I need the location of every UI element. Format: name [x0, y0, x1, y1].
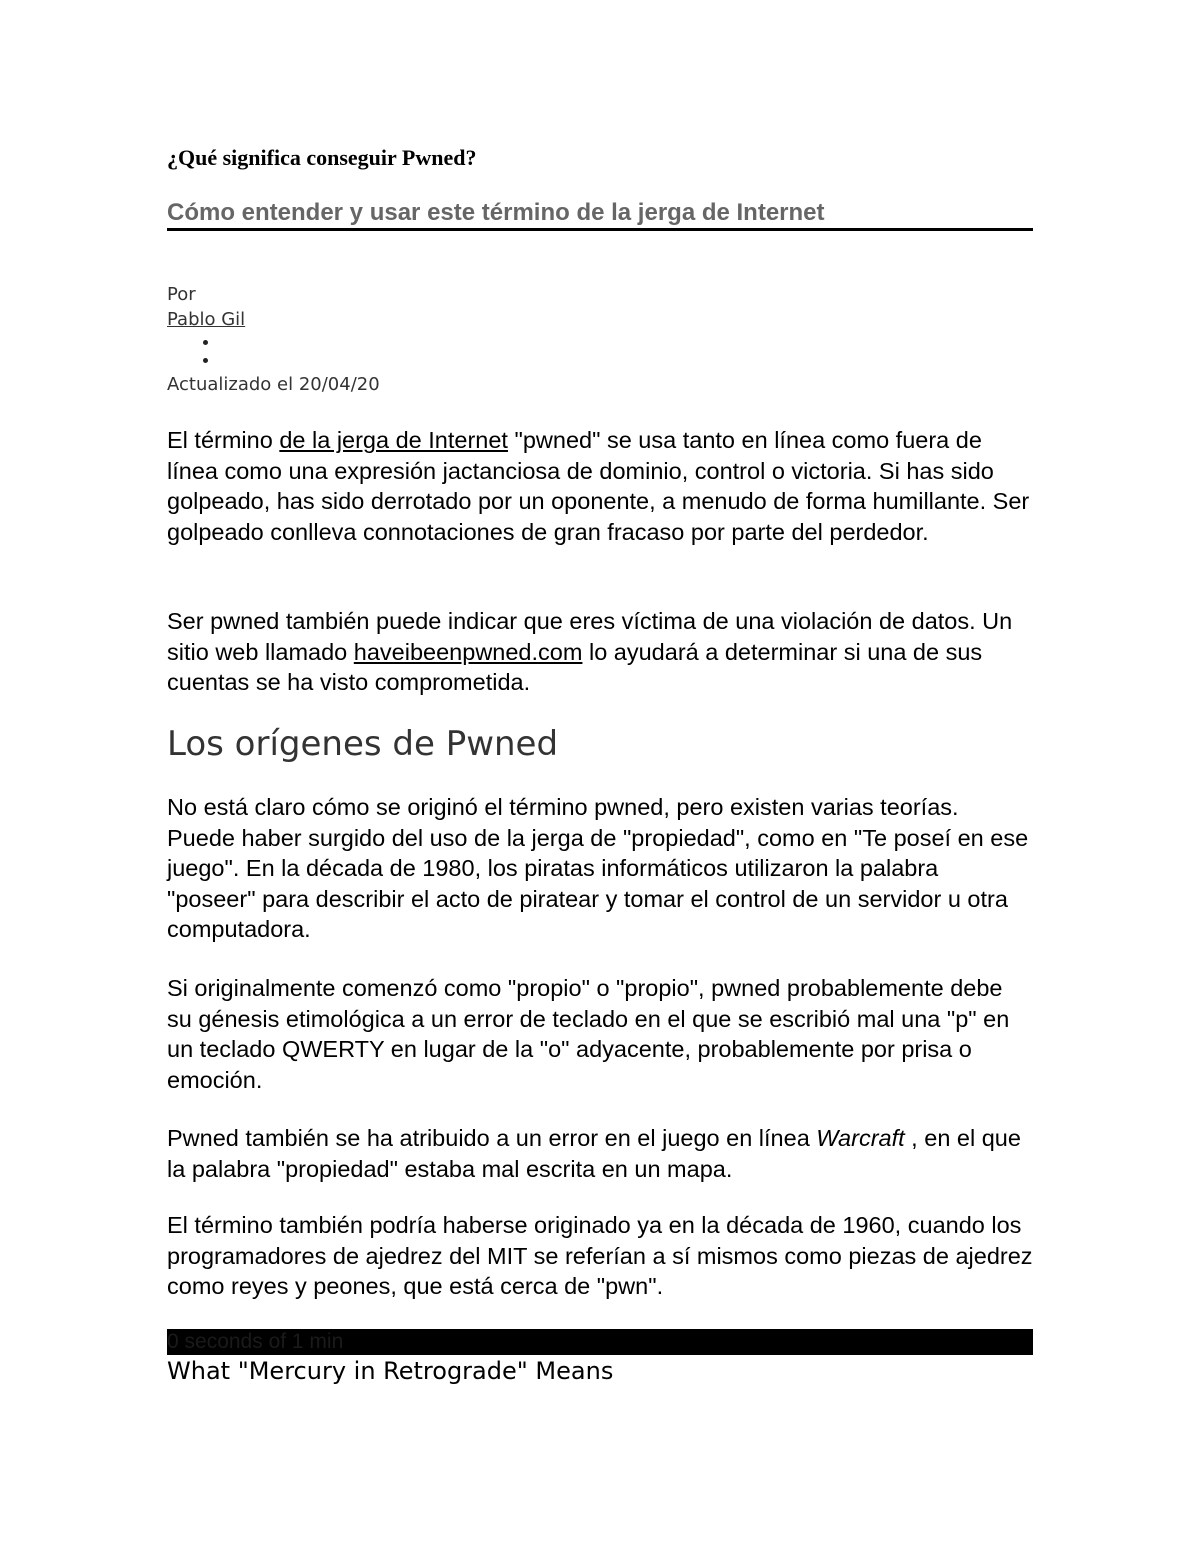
- paragraph: Si originalmente comenzó como "propio" o "propio", pwned probablemente debe su génesis etimológica a un error de teclado en el que se escribió mal una "p" en un teclado QWERTY en lugar de la "o" adyacente, probablemente por prisa o emoción.: [167, 975, 1010, 1093]
- bullet-dot: [203, 358, 208, 363]
- paragraph: Ser pwned también puede indicar que eres víctima de una violación de datos. Un sitio web llamado haveibeenpwned.com lo ayudará a determinar si una de sus cuentas se ha visto comprometida.: [167, 608, 1013, 696]
- slang-link[interactable]: de la jerga de Internet: [279, 427, 508, 453]
- paragraph: Pwned también se ha atribuido a un error en el juego en línea Warcraft , en el que la palabra "propiedad" estaba mal escrita en un mapa.: [167, 1125, 1021, 1182]
- video-progress-text: 0 seconds of 1 min: [167, 1330, 344, 1353]
- updated-date: Actualizado el 20/04/20: [167, 374, 380, 395]
- section-heading: Los orígenes de Pwned: [167, 724, 559, 764]
- video-progress-bar[interactable]: [167, 1329, 1033, 1355]
- paragraph: El término también podría haberse originado ya en la década de 1960, cuando los programadores de ajedrez del MIT se referían a sí mismos como piezas de ajedrez como reyes y peones, que está cerca de "pwn".: [167, 1212, 1033, 1300]
- paragraph: El término de la jerga de Internet "pwned" se usa tanto en línea como fuera de línea como una expresión jactanciosa de dominio, control o victoria. Si has sido golpeado, has sido derrotado por un oponente, a menudo de forma humillante. Ser golpeado conlleva connotaciones de gran fracaso por parte del perdedor.: [167, 427, 1030, 545]
- paragraph: No está claro cómo se originó el término pwned, pero existen varias teorías. Puede haber surgido del uso de la jerga de "propiedad", como en "Te poseí en ese juego". En la década de 1980, los piratas informáticos utilizaron la palabra "poseer" para describir el acto de piratear y tomar el control de un servidor u otra computadora.: [167, 794, 1029, 943]
- game-name: Warcraft: [816, 1125, 905, 1151]
- article-title: ¿Qué significa conseguir Pwned?: [167, 145, 477, 170]
- bullet-dot: [203, 340, 208, 345]
- article-subtitle: Cómo entender y usar este término de la jerga de Internet: [167, 198, 1033, 231]
- author-link[interactable]: Pablo Gil: [167, 309, 246, 330]
- byline-label: Por: [167, 284, 196, 305]
- video-title[interactable]: What "Mercury in Retrograde" Means: [167, 1357, 614, 1385]
- haveibeenpwned-link[interactable]: haveibeenpwned.com: [353, 638, 583, 665]
